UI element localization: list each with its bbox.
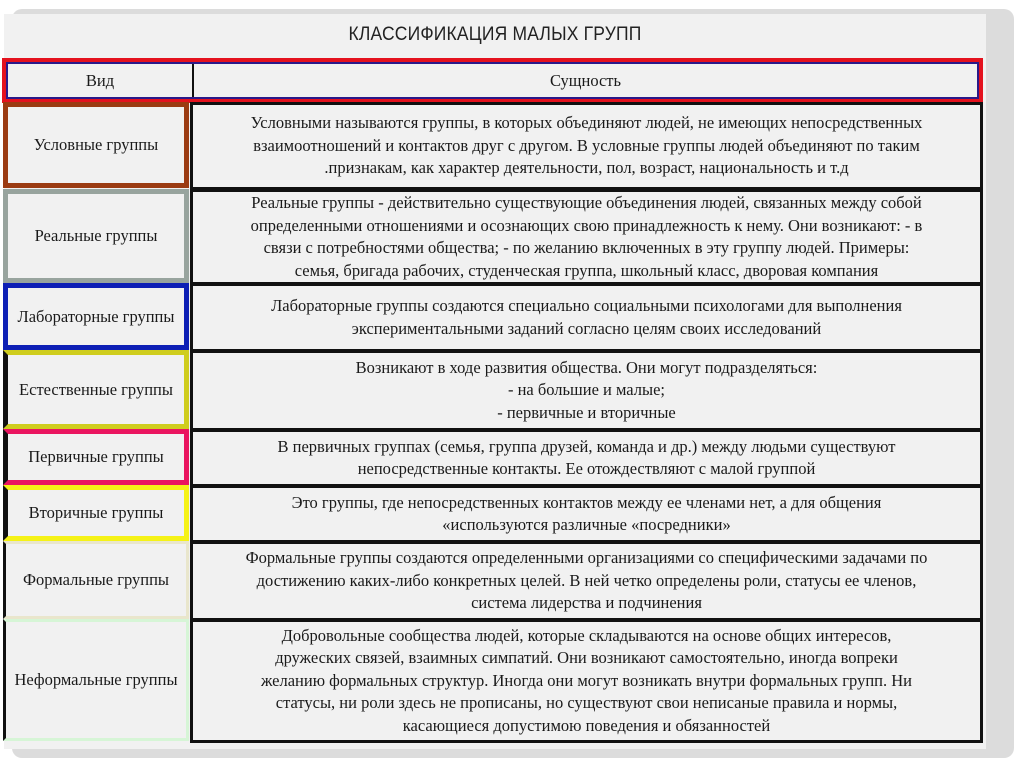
essence-cell [190, 189, 983, 285]
essence-cell [190, 102, 983, 190]
kind-cell [3, 283, 189, 350]
kind-label: Лабораторные группы [17, 306, 175, 326]
kind-cell [3, 485, 189, 541]
essence-text: Это группы, где непосредственных контактов между ее членами нет, а для общения «используются различные «посредники» [291, 492, 882, 534]
essence-cell [190, 619, 983, 743]
kind-cell [3, 189, 189, 283]
kind-label: Первичные группы [28, 447, 164, 466]
kind-label: Формальные группы [22, 570, 169, 589]
kind-cell [3, 350, 189, 429]
essence-cell [190, 541, 983, 621]
essence-text: Добровольные сообщества людей, которые складываются на основе общих интересов, дружеских связей, взаимных симпатий. Они возникают самостоятельно, иногда вопреки желанию формальных структур. Иногда они могут возникать внутри формальных групп. Ни статусы, ни роли здесь не прописаны, но существуют свои неписаные правила и нормы, касающиеся допустимою поведения и обязанностей [260, 625, 912, 735]
essence-text: Реальные группы - действительно существующие объединения людей, связанных между собой определенными отношениями и осознающих свою принадлежность к нему. Они возникают: - в связи с потребностями общества; - по желанию включенных в эту группу людей. Примеры: семья, бригада рабочих, студенческая группа, школьный класс, дворовая компания [250, 193, 923, 280]
kind-cell [3, 102, 189, 188]
header-kind-label: Вид [85, 70, 115, 90]
essence-text: В первичных группах (семья, группа друзей, команда и др.) между людьми существуют непосредственные контакты. Ее отождествляют с малой группой [277, 436, 896, 478]
essence-cell [190, 283, 983, 352]
essence-text: Условными называются группы, в которых объединяют людей, не имеющих непосредственных взаимоотношений и контактов друг с другом. В условные группы людей объединяют по таким .признакам, как характер деятельности, пол, возраст, национальность и т.д [250, 113, 923, 178]
header-essence-label: Сущность [549, 70, 622, 90]
kind-label: Реальные группы [34, 226, 158, 245]
kind-cell [3, 619, 189, 741]
essence-text: Формальные группы создаются определенными организациями со специфическими задачами по достижению каких-либо конкретных целей. В ней четко определены роли, статусы ее членов, система лидерства и подчинения [245, 548, 928, 613]
essence-text: Возникают в ходе развития общества. Они могут подразделяться: - на большие и малые; - первичные и вторичные [355, 357, 818, 422]
kind-label: Условные группы [33, 135, 159, 154]
essence-cell [190, 350, 983, 431]
slide-title: КЛАССИФИКАЦИЯ МАЛЫХ ГРУПП [348, 24, 642, 45]
kind-label: Неформальные группы [14, 670, 178, 689]
kind-cell [3, 541, 189, 619]
kind-cell [3, 429, 189, 485]
essence-cell [190, 485, 983, 543]
kind-label: Естественные группы [19, 379, 173, 399]
kind-label: Вторичные группы [28, 503, 164, 522]
essence-text: Лабораторные группы создаются специально социальными психологами для выполнения экспериментальными заданий согласно целям своих исследований [271, 296, 902, 338]
header-highlight-frame [2, 58, 983, 103]
essence-cell [190, 429, 983, 487]
